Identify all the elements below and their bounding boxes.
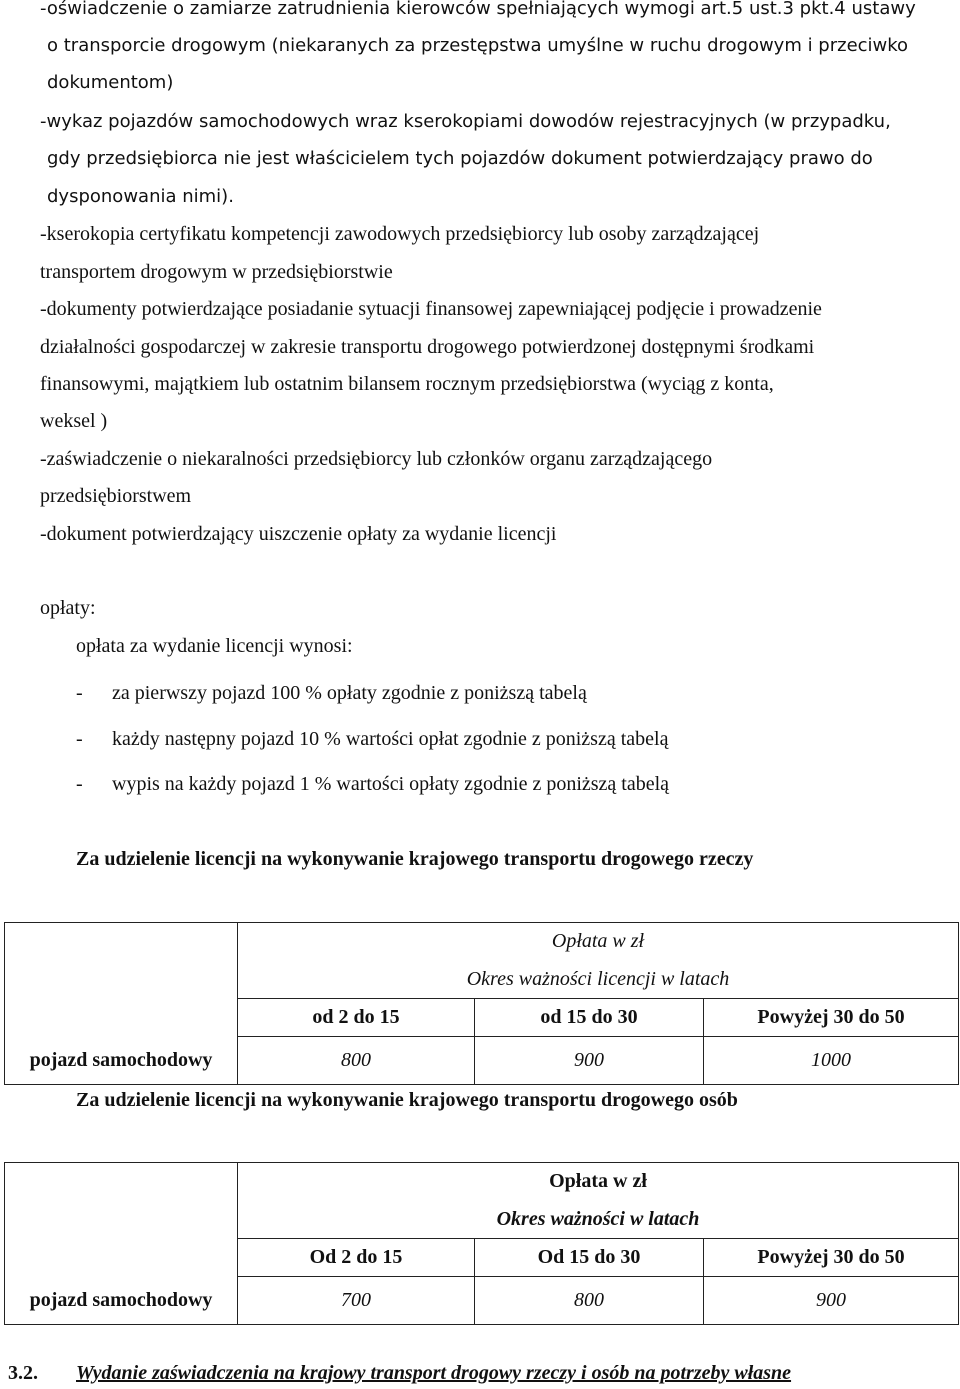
requirement-line-3: dokumentom) bbox=[47, 72, 174, 93]
table1-row-label: pojazd samochodowy bbox=[5, 1037, 238, 1085]
requirement-line-15: -dokument potwierdzający uiszczenie opłaty za wydanie licencji bbox=[40, 523, 557, 545]
table2-value-1: 700 bbox=[238, 1277, 475, 1325]
table1-value-3: 1000 bbox=[704, 1037, 959, 1085]
requirement-line-5: gdy przedsiębiorca nie jest właścicielem tych pojazdów dokument potwierdzający prawo do bbox=[47, 148, 873, 169]
table2-period-header: Okres ważności w latach bbox=[238, 1201, 959, 1239]
requirement-line-13: -zaświadczenie o niekaralności przedsiębiorcy lub członków organu zarządzającego bbox=[40, 448, 713, 470]
fees-intro: opłata za wydanie licencji wynosi: bbox=[76, 635, 353, 657]
fee-item-2: każdy następny pojazd 10 % wartości opłat zgodnie z poniższą tabelą bbox=[112, 728, 669, 750]
table2-row-label: pojazd samochodowy bbox=[5, 1277, 238, 1325]
table1-period-1: od 2 do 15 bbox=[238, 999, 475, 1037]
table2-period-3: Powyżej 30 do 50 bbox=[704, 1239, 959, 1277]
requirement-line-8: transportem drogowym w przedsiębiorstwie bbox=[40, 261, 393, 283]
table1-fee-header: Opłata w zł bbox=[238, 923, 959, 961]
table2-fee-header: Opłata w zł bbox=[238, 1163, 959, 1201]
table2-value-3: 900 bbox=[704, 1277, 959, 1325]
table2-period-2: Od 15 do 30 bbox=[475, 1239, 704, 1277]
fee-item-1: za pierwszy pojazd 100 % opłaty zgodnie z poniższą tabelą bbox=[112, 682, 587, 704]
table2-period-1: Od 2 do 15 bbox=[238, 1239, 475, 1277]
requirement-line-10: działalności gospodarczej w zakresie transportu drogowego potwierdzonej dostępnymi środkami bbox=[40, 336, 815, 358]
requirement-line-7: -kserokopia certyfikatu kompetencji zawodowych przedsiębiorcy lub osoby zarządzającej bbox=[40, 223, 760, 245]
fees-heading: opłaty: bbox=[40, 597, 96, 619]
fee-item-3: wypis na każdy pojazd 1 % wartości opłaty zgodnie z poniższą tabelą bbox=[112, 773, 670, 795]
requirement-line-9: -dokumenty potwierdzające posiadanie sytuacji finansowej zapewniającej podjęcie i prowadzenie bbox=[40, 298, 822, 320]
section-number: 3.2. bbox=[8, 1362, 38, 1384]
table1-period-3: Powyżej 30 do 50 bbox=[704, 999, 959, 1037]
table1-period-header: Okres ważności licencji w latach bbox=[238, 961, 959, 999]
requirement-line-12: weksel ) bbox=[40, 410, 108, 432]
requirement-line-14: przedsiębiorstwem bbox=[40, 485, 192, 507]
table2-value-2: 800 bbox=[475, 1277, 704, 1325]
requirement-line-2: o transporcie drogowym (niekaranych za przestępstwa umyślne w ruchu drogowym i przeciwko bbox=[47, 35, 909, 56]
table1-corner bbox=[5, 923, 238, 1037]
fee-item-dash: - bbox=[76, 728, 83, 750]
fee-table-passengers bbox=[4, 1162, 959, 1325]
section-title: Wydanie zaświadczenia na krajowy transport drogowy rzeczy i osób na potrzeby własne bbox=[76, 1362, 792, 1384]
requirement-line-6: dysponowania nimi). bbox=[47, 186, 234, 207]
table1-title: Za udzielenie licencji na wykonywanie krajowego transportu drogowego rzeczy bbox=[76, 848, 754, 870]
fee-item-dash: - bbox=[76, 682, 83, 704]
table1-period-2: od 15 do 30 bbox=[475, 999, 704, 1037]
fee-table-goods bbox=[4, 922, 959, 1085]
table1-value-2: 900 bbox=[475, 1037, 704, 1085]
requirement-line-1: -oświadczenie o zamiarze zatrudnienia kierowców spełniających wymogi art.5 ust.3 pkt.4 ustawy bbox=[40, 0, 916, 19]
requirement-line-11: finansowymi, majątkiem lub ostatnim bilansem rocznym przedsiębiorstwa (wyciąg z konta, bbox=[40, 373, 774, 395]
requirement-line-4: -wykaz pojazdów samochodowych wraz kserokopiami dowodów rejestracyjnych (w przypadku, bbox=[40, 111, 891, 132]
table2-title: Za udzielenie licencji na wykonywanie krajowego transportu drogowego osób bbox=[76, 1089, 738, 1111]
table2-corner bbox=[5, 1163, 238, 1277]
fee-item-dash: - bbox=[76, 773, 83, 795]
table1-value-1: 800 bbox=[238, 1037, 475, 1085]
